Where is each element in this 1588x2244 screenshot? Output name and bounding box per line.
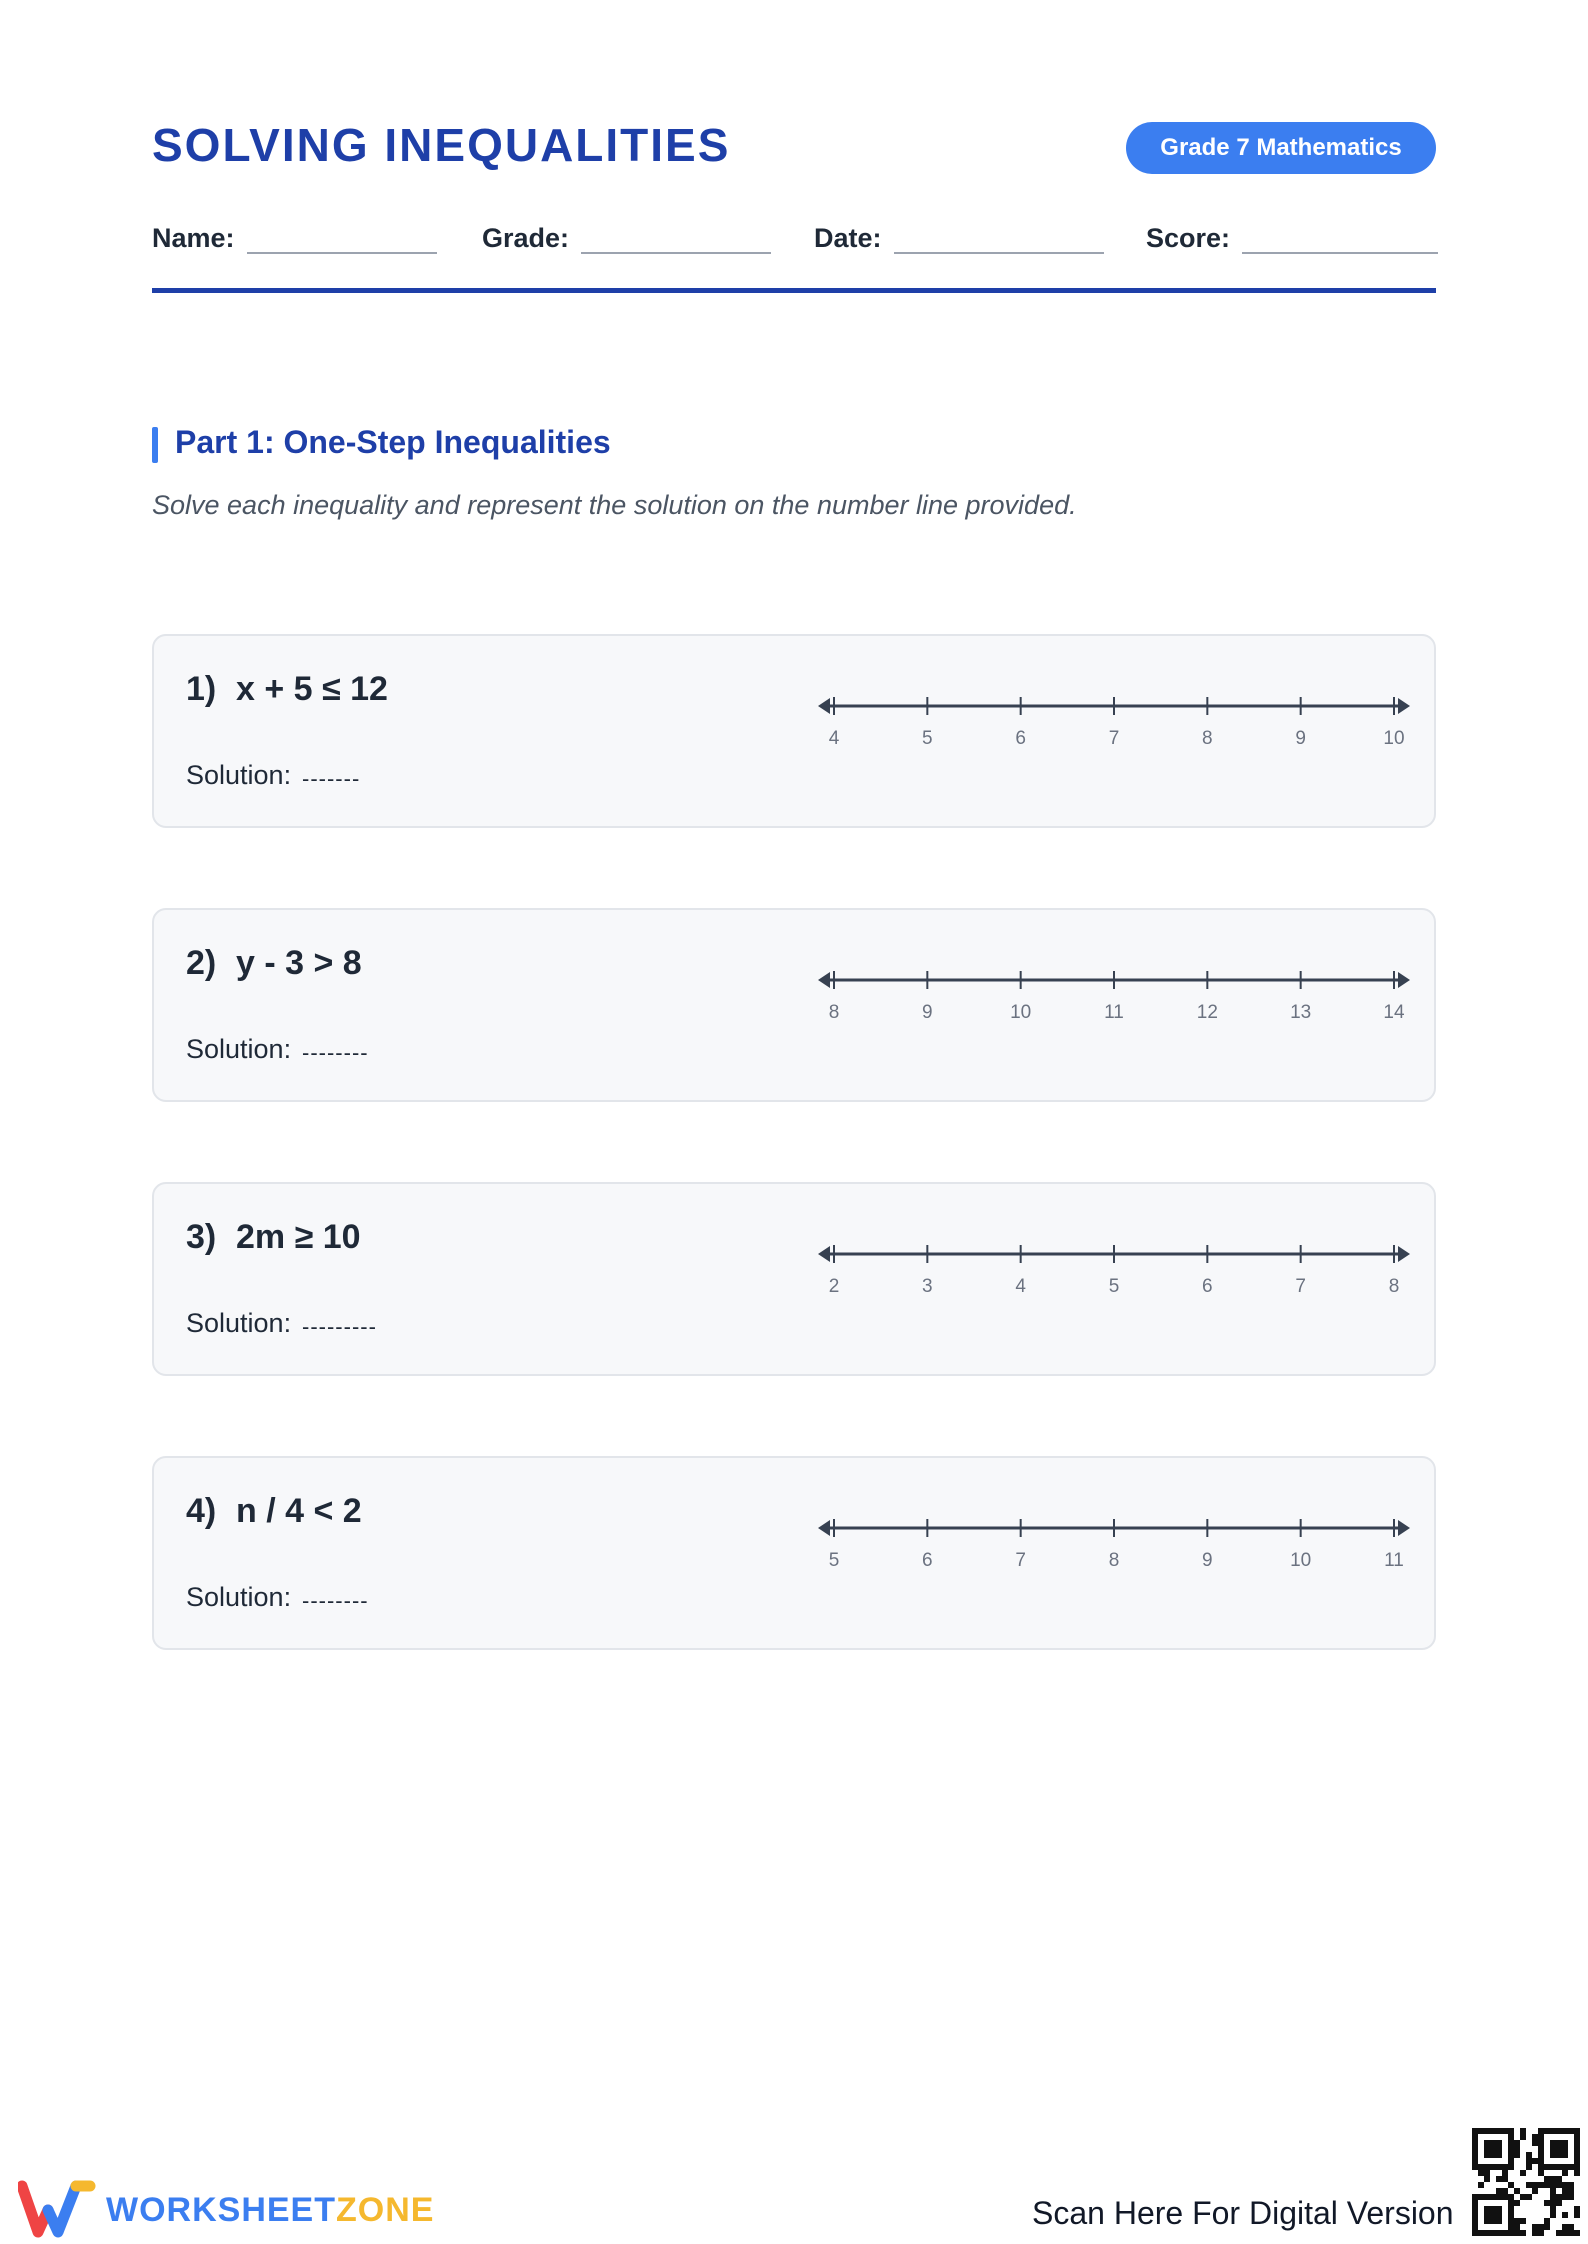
problem-number: 3) <box>186 1218 217 1256</box>
problem-number: 1) <box>186 670 217 708</box>
problem-expression: n / 4 < 2 <box>236 1492 362 1530</box>
solution-label: Solution: <box>186 1582 292 1612</box>
grade-field[interactable] <box>482 218 771 254</box>
tick-label: 4 <box>1015 1276 1026 1297</box>
arrow-right-icon <box>1398 972 1410 988</box>
date-label: Date: <box>814 223 882 253</box>
arrow-left-icon <box>818 698 830 714</box>
problem-card <box>152 1456 1436 1650</box>
number-line[interactable] <box>814 1234 1414 1314</box>
tick-label: 2 <box>828 1276 840 1297</box>
tick-label: 4 <box>828 728 840 749</box>
date-field[interactable] <box>814 218 1104 254</box>
problem-card <box>152 634 1436 828</box>
tick-label: 8 <box>1108 1550 1120 1571</box>
grade-blank[interactable] <box>581 218 771 254</box>
tick-label: 5 <box>828 1550 840 1571</box>
name-label: Name: <box>152 223 235 253</box>
arrow-left-icon <box>818 1520 830 1536</box>
solution-label: Solution: <box>186 1034 292 1064</box>
grade-label: Grade: <box>482 223 570 253</box>
tick-label: 12 <box>1196 1002 1218 1023</box>
tick-label: 8 <box>828 1002 840 1023</box>
solution-blank[interactable]: -------- <box>302 1040 369 1065</box>
problem-expression: x + 5 ≤ 12 <box>236 670 388 708</box>
number-line[interactable] <box>814 686 1414 766</box>
number-line[interactable] <box>814 1508 1414 1588</box>
tick-label: 7 <box>1295 1276 1306 1297</box>
score-field[interactable] <box>1146 218 1438 254</box>
worksheet-title: SOLVING INEQUALITIES <box>152 119 731 171</box>
score-blank[interactable] <box>1242 218 1438 254</box>
tick-label: 3 <box>922 1276 933 1297</box>
arrow-right-icon <box>1398 1246 1410 1262</box>
tick-label: 5 <box>922 728 933 749</box>
tick-label: 10 <box>1290 1550 1312 1571</box>
tick-label: 6 <box>1202 1276 1213 1297</box>
solution-blank[interactable]: --------- <box>302 1314 377 1339</box>
tick-label: 9 <box>922 1002 933 1023</box>
scan-here-text: Scan Here For Digital Version <box>1032 2195 1454 2231</box>
name-field[interactable] <box>152 218 437 254</box>
tick-label: 7 <box>1108 728 1120 749</box>
tick-label: 11 <box>1104 1002 1124 1023</box>
tick-label: 11 <box>1384 1550 1404 1571</box>
problem-expression: 2m ≥ 10 <box>236 1218 361 1256</box>
solution-label: Solution: <box>186 760 292 790</box>
header-divider <box>152 288 1436 293</box>
tick-label: 9 <box>1295 728 1306 749</box>
section-instructions: Solve each inequality and represent the solution on the number line provided. <box>152 490 1077 520</box>
worksheetzone-logo-icon <box>18 2180 98 2238</box>
tick-label: 10 <box>1383 728 1405 749</box>
tick-label: 7 <box>1015 1550 1026 1571</box>
student-info-fields <box>152 218 1436 258</box>
tick-label: 10 <box>1010 1002 1032 1023</box>
tick-label: 6 <box>922 1550 933 1571</box>
tick-label: 14 <box>1383 1002 1405 1023</box>
tick-label: 5 <box>1108 1276 1120 1297</box>
number-line[interactable] <box>814 960 1414 1040</box>
brand-name: WORKSHEETZONE <box>106 2191 435 2229</box>
arrow-left-icon <box>818 972 830 988</box>
date-blank[interactable] <box>894 218 1104 254</box>
tick-label: 9 <box>1202 1550 1213 1571</box>
problem-number: 4) <box>186 1492 217 1530</box>
solution-blank[interactable]: -------- <box>302 1588 369 1613</box>
solution-label: Solution: <box>186 1308 292 1338</box>
tick-label: 6 <box>1015 728 1026 749</box>
tick-label: 8 <box>1388 1276 1400 1297</box>
problem-number: 2) <box>186 944 217 982</box>
score-label: Score: <box>1146 223 1231 253</box>
section-title: Part 1: One-Step Inequalities <box>175 424 611 460</box>
tick-label: 13 <box>1290 1002 1312 1023</box>
problem-expression: y - 3 > 8 <box>236 944 362 982</box>
arrow-left-icon <box>818 1246 830 1262</box>
solution-blank[interactable]: ------- <box>302 766 361 791</box>
grade-badge: Grade 7 Mathematics <box>1126 122 1436 174</box>
problem-card <box>152 1182 1436 1376</box>
section-accent-bar <box>152 427 158 463</box>
problem-card <box>152 908 1436 1102</box>
tick-label: 8 <box>1202 728 1213 749</box>
qr-code-icon[interactable] <box>1472 2128 1580 2236</box>
arrow-right-icon <box>1398 1520 1410 1536</box>
arrow-right-icon <box>1398 698 1410 714</box>
name-blank[interactable] <box>247 218 437 254</box>
